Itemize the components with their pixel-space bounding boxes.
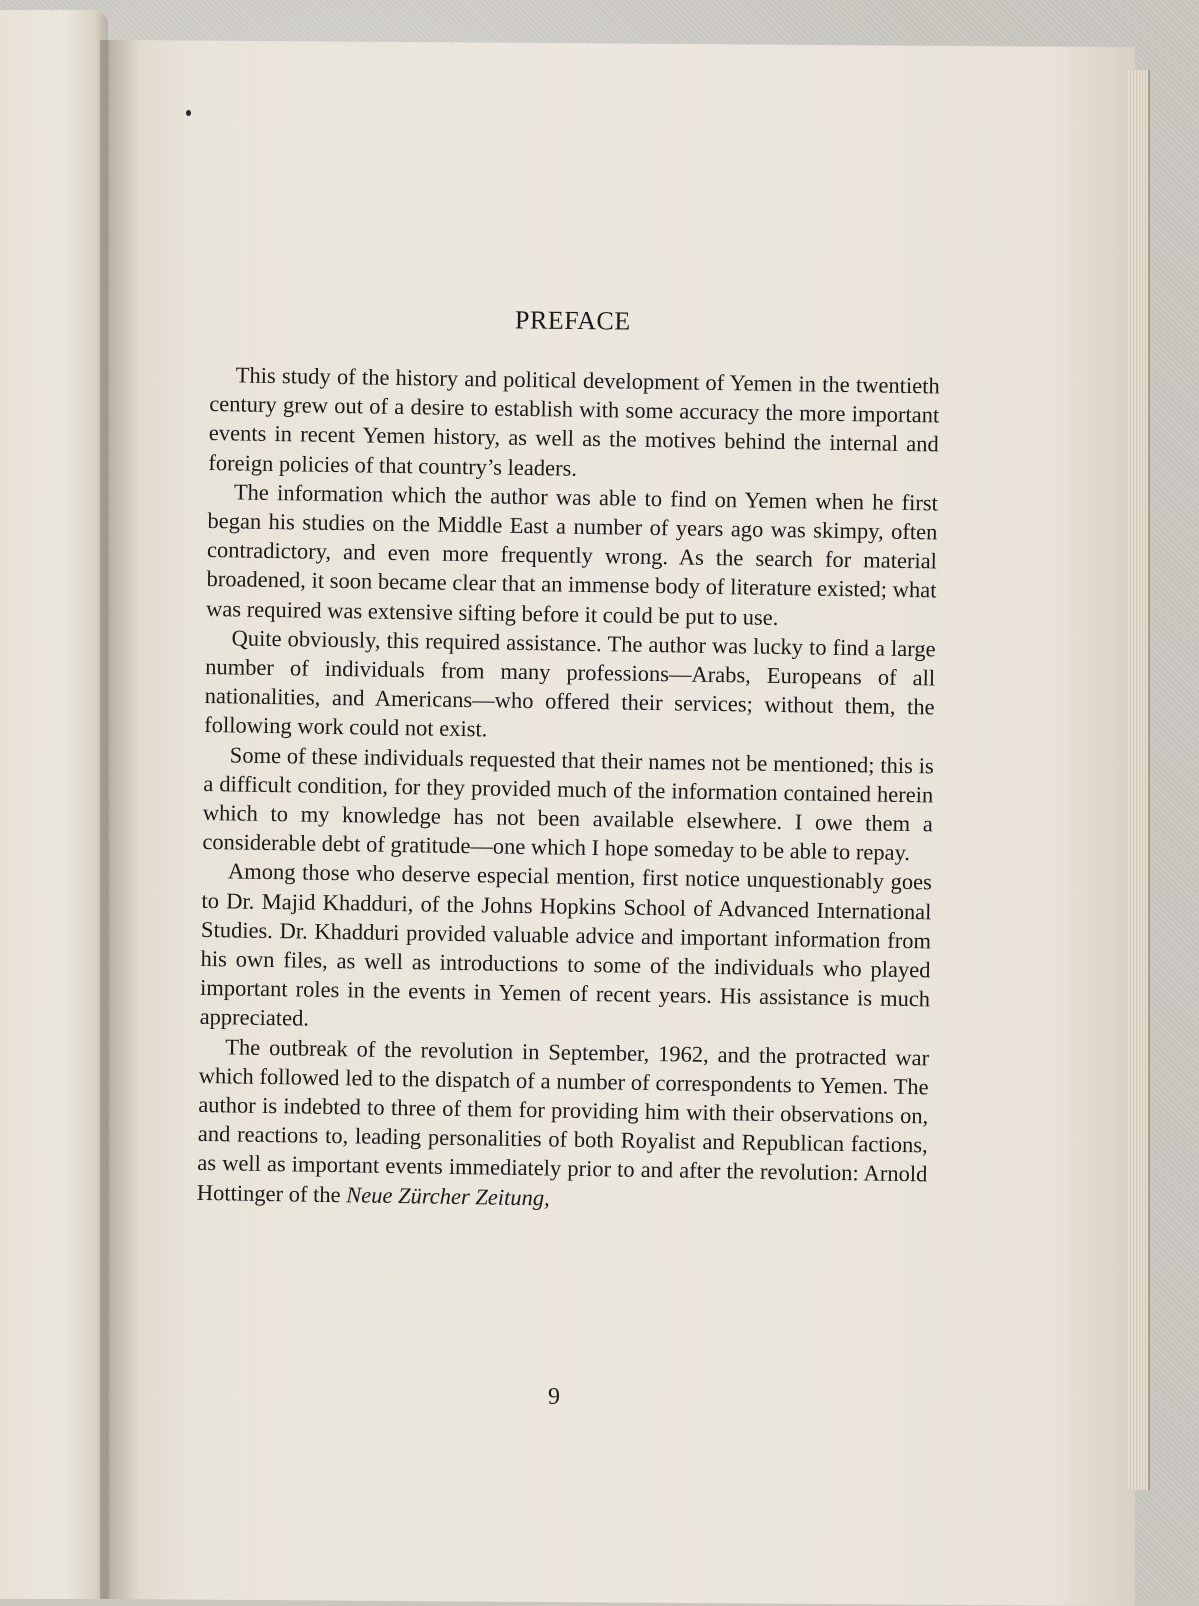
page-number: 9	[548, 1384, 560, 1410]
spine-shadow	[100, 40, 140, 1599]
paragraph: Quite obviously, this required assistance. The author was lucky to find a large number of individuals from many professions—Arabs, Europeans of all nationalities, and Americans—who offered their services; without them, the following work could not exist.	[204, 625, 936, 742]
page-title: PREFACE	[514, 305, 631, 336]
paragraph: Among those who deserve especial mention, first notice unquestionably goes to Dr. Majid Khadduri, of the Johns Hopkins School of Advanced International Studies. Dr. Khadduri provided valuable advice and important information from his own files, as well as introductions to some of the individuals who played important roles in the events in Yemen of recent years. His assistance is much appreciated.	[199, 858, 933, 1032]
paragraph: Some of these individuals requested that their names not be mentioned; this is a difficult condition, for they provided much of the information contained herein which to my knowledge has not been available elsewhere. I owe them a considerable debt of gratitude—one which I hope someday to be able to repay.	[202, 742, 934, 866]
paragraph-last	[197, 1032, 930, 1219]
paragraph: This study of the history and political development of Yemen in the twentieth century grew out of a desire to establish with some accuracy the more important events in recent Yemen history, as well as the motives behind the internal and foreign policies of that country’s leaders.	[208, 362, 940, 481]
left-page	[0, 10, 108, 1599]
newspaper-title: Neue Zürcher Zeitung,	[346, 1181, 550, 1211]
paragraph: The information which the author was able to find on Yemen when he first began his studies on the Middle East a number of years ago was skimpy, often contradictory, and even more frequently wrong. As the search for material broadened, it soon became clear that an immense body of literature existed; what was required was extensive sifting before it could be put to use.	[205, 479, 939, 630]
page-edges	[1128, 70, 1150, 1490]
ink-speck	[186, 110, 191, 116]
paragraph-last-text: The outbreak of the revolution in September, 1962, and the protracted war which followed led to the dispatch of a number of correspondents to Yemen. The author is indebted to three of them for providing him with their observations on, and reactions to, leading personalities of both Royalist and Republican factions, as well as important events immediately prior to and after the revolution: Arnold Hottinger of the	[196, 1033, 930, 1207]
preface-body	[197, 360, 940, 1218]
